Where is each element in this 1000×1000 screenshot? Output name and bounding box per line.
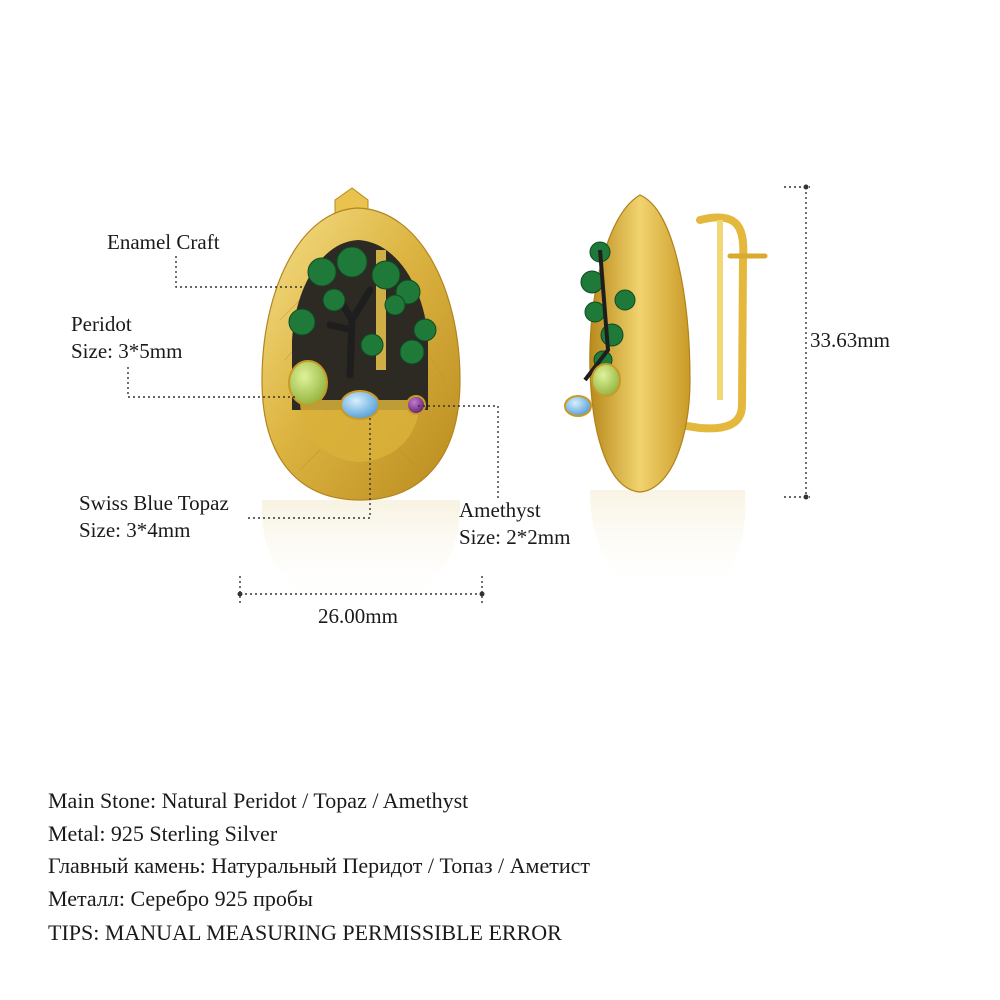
spec-metal-ru: Металл: Серебро 925 пробы [48, 886, 313, 911]
enamel-title: Enamel Craft [107, 230, 220, 254]
amethyst-gem [407, 396, 425, 414]
amethyst-title: Amethyst [459, 498, 541, 522]
front-earring [262, 188, 460, 500]
side-earring [565, 195, 765, 492]
spec-tips: TIPS: MANUAL MEASURING PERMISSIBLE ERROR [48, 920, 562, 945]
peridot-size: Size: 3*5mm [71, 339, 183, 363]
spec-main-stone: Main Stone: Natural Peridot / Topaz / Amethyst [48, 788, 469, 813]
peridot-label [71, 311, 182, 365]
topaz-label [79, 490, 229, 544]
amethyst-label [459, 497, 570, 551]
topaz-size: Size: 3*4mm [79, 518, 191, 542]
enamel-label [107, 229, 220, 256]
height-dimension-label: 33.63mm [810, 328, 890, 352]
side-earring-reflection [590, 490, 745, 600]
peridot-title: Peridot [71, 312, 132, 336]
spec-main-stone-ru: Главный камень: Натуральный Перидот / Топаз / Аметист [48, 853, 590, 878]
topaz-gem [341, 391, 379, 419]
spec-metal: Metal: 925 Sterling Silver [48, 821, 278, 846]
topaz-title: Swiss Blue Topaz [79, 491, 229, 515]
peridot-gem [289, 361, 327, 405]
amethyst-size: Size: 2*2mm [459, 525, 571, 549]
width-dimension-label: 26.00mm [318, 604, 398, 628]
